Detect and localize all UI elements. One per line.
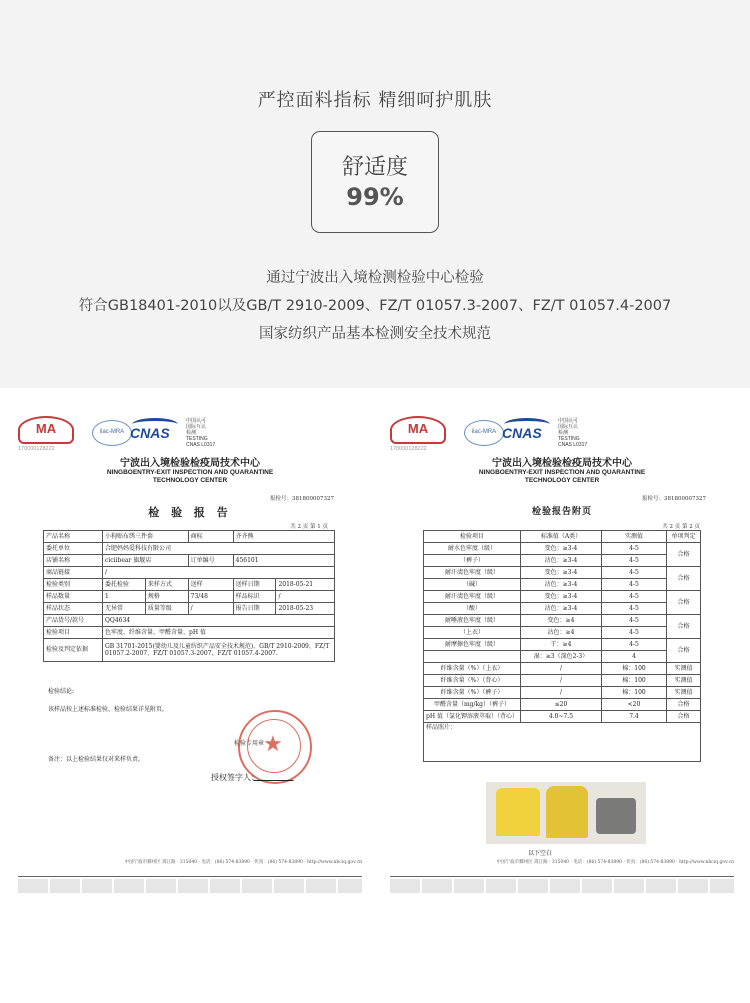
comfort-label: 舒适度	[341, 155, 408, 180]
inspection-report-page-1	[6, 398, 374, 918]
ilac-logo: ilac-MRA	[92, 420, 132, 446]
sample-vest	[546, 786, 588, 838]
cert-logos-2	[390, 416, 730, 456]
org-name-2: 宁波出入境检验检疫局技术中心 NINGBOENTRY-EXIT INSPECTION AND QUARANTINE TECHNOLOGY CENTER	[478, 458, 646, 484]
cnas-logo: CNAS	[130, 416, 182, 444]
remark: 备注：以上检验结果仅对来样负责。	[48, 756, 145, 763]
cnas-logo-2: CNAS	[502, 416, 554, 444]
conclusion-text: 该样品按上述标准检验，检验结果详见附页。	[48, 706, 169, 713]
ma-number: 170000128222	[18, 446, 55, 452]
cnas-info-2: 中国认可 国际互认 检测 TESTING CNAS L0317	[558, 418, 588, 448]
sample-pants	[596, 798, 636, 834]
footer: 中国宁波市鄞州区 嵩江路 · 315040 · 电话：(86) 574-83890 · 传真：(86) 574-83890 · http://www.nbciq.gov.cn	[18, 860, 362, 893]
report-number: 报检号：381800007327	[270, 496, 334, 502]
comfort-value: 99%	[346, 183, 404, 211]
report-title: 检 验 报 告	[148, 506, 232, 519]
report-number-2: 报检号：381800007327	[642, 496, 706, 502]
ma-number-2: 170000128222	[390, 446, 427, 452]
ma-logo: MA	[18, 416, 74, 444]
signature	[253, 766, 298, 781]
sample-photo	[486, 782, 646, 844]
comfort-metric-box	[311, 131, 439, 233]
desc-line-1: 通过宁波出入境检测检验中心检验	[266, 270, 484, 286]
desc-line-2: 符合GB18401-2010以及GB/T 2910-2009、FZ/T 01057.3-2007、FZ/T 01057.4-2007	[78, 298, 672, 314]
desc-line-3: 国家纺织产品基本检测安全技术规范	[259, 326, 491, 342]
ilac-logo-2: ilac-MRA	[464, 420, 504, 446]
cert-logos	[18, 416, 358, 456]
signer-label: 授权签字人：	[211, 773, 259, 782]
seal-text: 检验专用章	[234, 740, 265, 747]
inspection-report-page-2	[378, 398, 746, 918]
report-section	[0, 388, 750, 1003]
appendix-title: 检验报告附页	[531, 507, 592, 517]
cnas-info: 中国认可 国际互认 检测 TESTING CNAS L0317	[186, 418, 216, 448]
appendix-table: 检验项目 标准值（A类） 实测值 单项判定 耐水色牢度（级） 变色：≥3-4 4-5 合格 （裤子） 沾色：≥3-4 4-5 耐汗渍色牢度（级） 变色：≥3-4 4-5 合格 （碱） 沾色：≥3-4 4-5 耐汗渍色牢度（级） 变色：≥3-4 4-5 合格 （酸） 沾色：≥3-4 4-5 耐唾液色牢度（级） 变色：≥4 4-5 合格 （上衣） 沾色：≥4 4-5 耐摩擦色牢度（级） 干：≥4 4-5 合格 湿：≥3（深色2-3） 4 纤维含量（%）（上衣） / 棉：100 实测值 纤维含量（%）（背心） / 棉：100 实测值 纤维含量（%）（裤子） / 棉：100 实测值 甲醛含量（mg/kg）（裤子） ≤20 <20 合格 pH 值（氯化钾溶液萃取）（背心） 4.0~7.5 7.4 合格 样品照片：	[423, 530, 701, 762]
page-indicator: 共 2 页 第 1 页	[290, 524, 328, 530]
footer-2: 中国宁波市鄞州区 嵩江路 · 315040 · 电话：(86) 574-83890 · 传真：(86) 574-83890 · http://www.nbciq.gov.cn	[390, 860, 734, 893]
blank-below: 以下空白	[528, 850, 553, 857]
ma-logo-2: MA	[390, 416, 446, 444]
page-indicator-2: 共 2 页 第 2 页	[662, 524, 700, 530]
headline: 严控面料指标 精细呵护肌肤	[257, 90, 493, 111]
sample-shirt	[496, 788, 540, 836]
summary-section	[0, 0, 750, 388]
org-name: 宁波出入境检验检疫局技术中心 NINGBOENTRY-EXIT INSPECTION AND QUARANTINE TECHNOLOGY CENTER	[106, 458, 274, 484]
report-main-table: 产品名称 小狗贴布绣三件套 商标 齐齐熊 委托单位 合肥妈妈爱科技有限公司 店铺名称 ciciibear 旗舰店 订单编号 456101 商品链接 / 检验类别 委托检验 来样方式 送样 送样日期 2018-05-21 样品数量 1 规格 73/48 样品标识 / 样品状态 无异常 质量等级 / 报告日期 2018-05-23 产品货号/款号 QQ4634 检验项目 色牢度、纤维含量、甲醛含量、pH 值 检验及判定依据 GB 31701-2015(婴幼儿及儿童纺织产品安全技术规范)、GB/T 2910-2009、FZ/T 01057.2-2007、FZ/T 01057.3-2007、FZ/T 01057.4-2007.	[43, 530, 335, 662]
conclusion-label: 检验结论:	[48, 688, 75, 695]
